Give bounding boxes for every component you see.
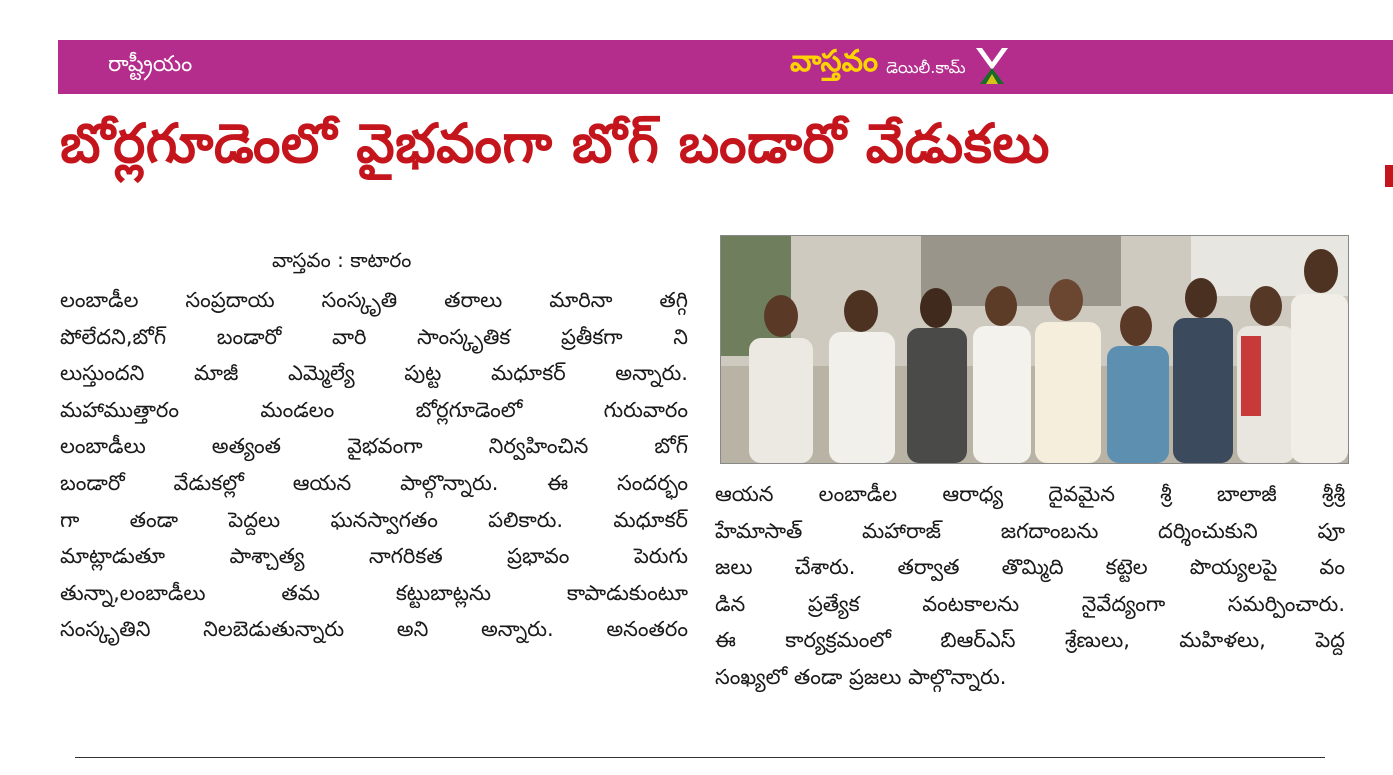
masthead-website: డెయిలీ.కామ్ (886, 57, 966, 77)
article-line: మాట్లాడుతూ పాశ్చాత్య నాగరికత ప్రభావం పెరుగు (60, 544, 688, 569)
article-line: డిన ప్రత్యేక వంటకాలను నైవేద్యంగా సమర్పించారు. (715, 591, 1345, 616)
news-photo (720, 235, 1349, 464)
masthead (790, 44, 1012, 86)
article-line: సంస్కృతిని నిలబెడుతున్నారు అని అన్నారు. అనంతరం (60, 617, 688, 642)
article-line: లంబాడీలు అత్యంత వైభవంగా నిర్వహించిన బోగ్ (60, 434, 688, 459)
masthead-name: వాస్తవం (790, 44, 879, 79)
article-line: లుస్తుందని మాజీ ఎమ్మెల్యే పుట్ట మధూకర్ అన్నారు. (60, 361, 688, 386)
article-line: జలు చేశారు. తర్వాత తొమ్మిది కట్టెల పొయ్యలపై వం (715, 555, 1345, 580)
article-line: ఆయన లంబాడీల ఆరాధ్య దైవమైన శ్రీ బాలాజీ శ్రీశ్రీ (715, 482, 1345, 506)
article-line: ఈ కార్యక్రమంలో బిఆర్ఎస్ శ్రేణులు, మహిళలు, పెద్ద (715, 628, 1345, 653)
section-header-bar (58, 40, 1393, 94)
adjacent-article-edge (1385, 165, 1393, 187)
article-line: సంఖ్యలో తండా ప్రజలు పాల్గొన్నారు. (715, 664, 1007, 689)
article-line: బండారో వేడుకల్లో ఆయన పాల్గొన్నారు. ఈ సందర్భం (60, 470, 688, 495)
headline: బోర్లగూడెంలో వైభవంగా బోగ్ బండారో వేడుకలు (60, 112, 1050, 175)
article-right-column (715, 476, 1345, 696)
article-line: పోలేదని,బోగ్ బండారో వారి సాంస్కృతిక ప్రతీకగా ని (60, 324, 688, 349)
article-line: గా తండా పెద్దలు ఘనస్వాగతం పలికారు. మధూకర్ (60, 507, 688, 532)
article-line: తున్నా,లంబాడీలు తమ కట్టుబాట్లను కాపాడుకుంటూ (60, 580, 688, 605)
dateline: వాస్తవం : కాటారం (272, 248, 412, 272)
article-line: లంబాడీల సంప్రదాయ సంస్కృతి తరాలు మారినా తగ్గి (60, 288, 688, 312)
article-line: హేమాసాత్ మహారాజ్ జగదాంబను దర్శించుకుని పూ (715, 518, 1345, 543)
article-left-column (60, 282, 688, 648)
masthead-logo-icon (972, 44, 1012, 86)
article-line: మహాముత్తారం మండలం బోర్లగూడెంలో గురువారం (60, 397, 688, 422)
group-photo-image (721, 236, 1348, 463)
section-label: రాష్ట్రీయం (108, 52, 193, 77)
bottom-divider (75, 757, 1325, 758)
